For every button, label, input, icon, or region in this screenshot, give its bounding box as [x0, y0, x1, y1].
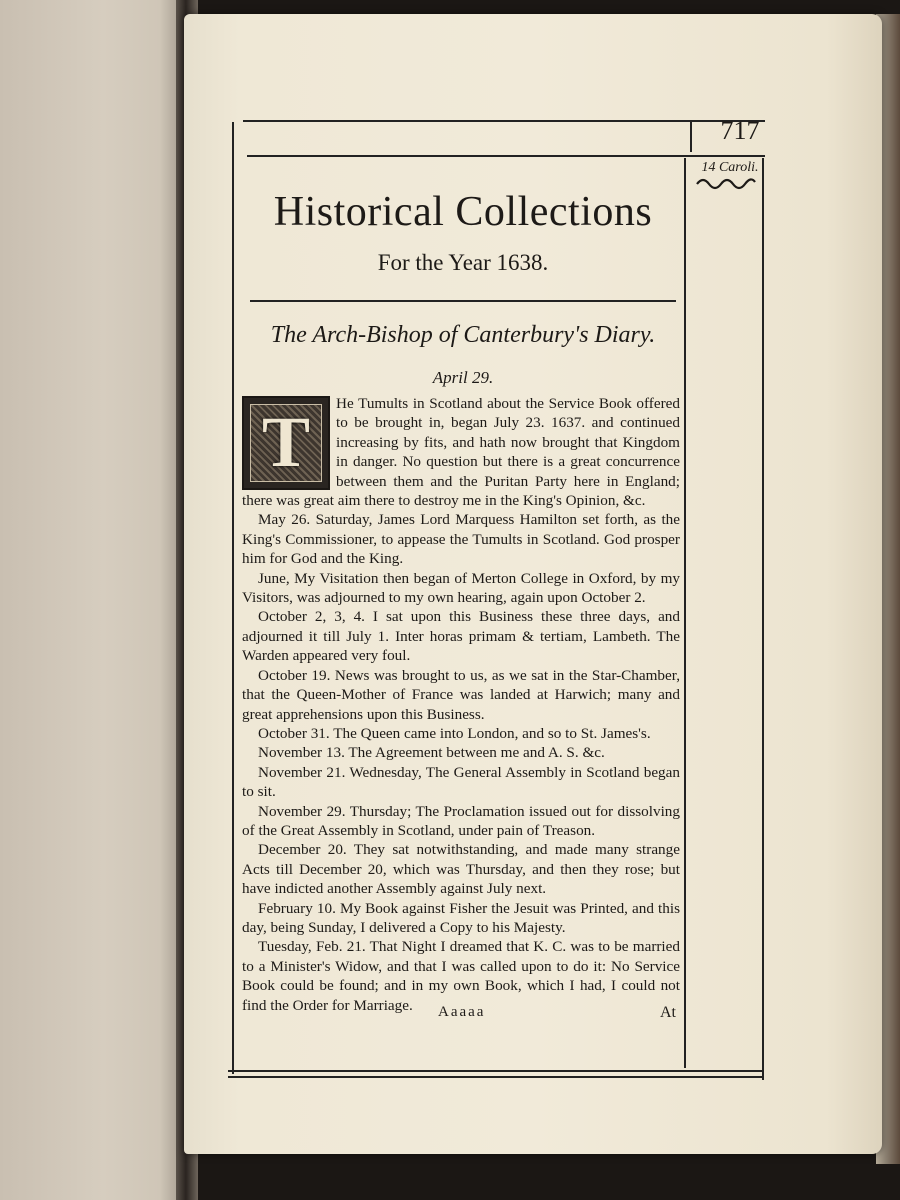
diary-body	[242, 394, 680, 1015]
diary-heading: The Arch-Bishop of Canterbury's Diary.	[270, 322, 656, 348]
diary-entry: November 29. Thursday; The Proclamation issued out for dissolving of the Great Assembly in Scotland, under pain of Treason.	[242, 802, 680, 839]
header-rule	[247, 155, 765, 157]
catchword: At	[660, 1004, 676, 1021]
diary-entry: February 10. My Book against Fisher the Jesuit was Printed, and this day, being Sunday, I delivered a Copy to his Majesty.	[242, 899, 680, 936]
bottom-rule	[228, 1070, 764, 1072]
page-number: 717	[720, 116, 760, 145]
swash-ornament-icon	[695, 176, 757, 190]
signature-mark: Aaaaa	[438, 1004, 486, 1020]
right-frame-rule	[762, 158, 764, 1080]
diary-entry: Tuesday, Feb. 21. That Night I dreamed that K. C. was to be married to a Minister's Widow, and that I was called upon to do it: No Service Book could be found; and in my own Book, which I had, I could not find the Order for Marriage.	[242, 938, 680, 1014]
diary-entry: October 2, 3, 4. I sat upon this Business these three days, and adjourned it till July 1. Inter horas primam & tertiam, Lambeth. The Warden appeared very foul.	[242, 608, 680, 665]
decorated-initial: T	[242, 396, 330, 490]
diary-entry: October 19. News was brought to us, as we sat in the Star-Chamber, that the Queen-Mother of France was landed at Harwich; many and great apprehensions upon this Business.	[242, 666, 680, 723]
dateline: April 29.	[432, 368, 494, 387]
page-number-divider	[690, 122, 692, 152]
left-frame-rule	[232, 122, 234, 1074]
diary-entry: October 31. The Queen came into London, and so to St. James's.	[258, 724, 651, 742]
diary-entry: May 26. Saturday, James Lord Marquess Hamilton set forth, as the King's Commissioner, to appease the Tumults in Scotland. God prosper him for God and the King.	[242, 511, 680, 568]
page-title: Historical Collections	[273, 189, 653, 235]
top-rule	[243, 120, 765, 122]
title-rule	[250, 300, 676, 302]
left-page	[0, 0, 188, 1200]
diary-entry: December 20. They sat notwithstanding, and made many strange Acts till December 20, which was Thursday, and then they rose; but have indicted another Assembly against July next.	[242, 841, 680, 898]
margin-column-rule	[684, 158, 686, 1068]
page-subtitle: For the Year 1638.	[377, 250, 549, 275]
diary-entry: November 21. Wednesday, The General Assembly in Scotland began to sit.	[242, 763, 680, 801]
diary-entry: June, My Visitation then began of Merton College in Oxford, by my Visitors, was adjourned to my own hearing, again upon October 2.	[242, 569, 680, 607]
margin-note: 14 Caroli.	[701, 160, 759, 175]
diary-entry: T He Tumults in Scotland about the Service Book offered to be brought in, began July 23. 1637. and continued increasing by fits, and hath now brought that Kingdom in danger. No question but there is a great concurrence between them and the Puritan Party here in England; there was great aim there to destroy me in the King's Opinion, &c.	[242, 395, 680, 510]
bottom-rule-shadow	[228, 1076, 764, 1078]
diary-entry: November 13. The Agreement between me and A. S. &c.	[258, 744, 605, 762]
